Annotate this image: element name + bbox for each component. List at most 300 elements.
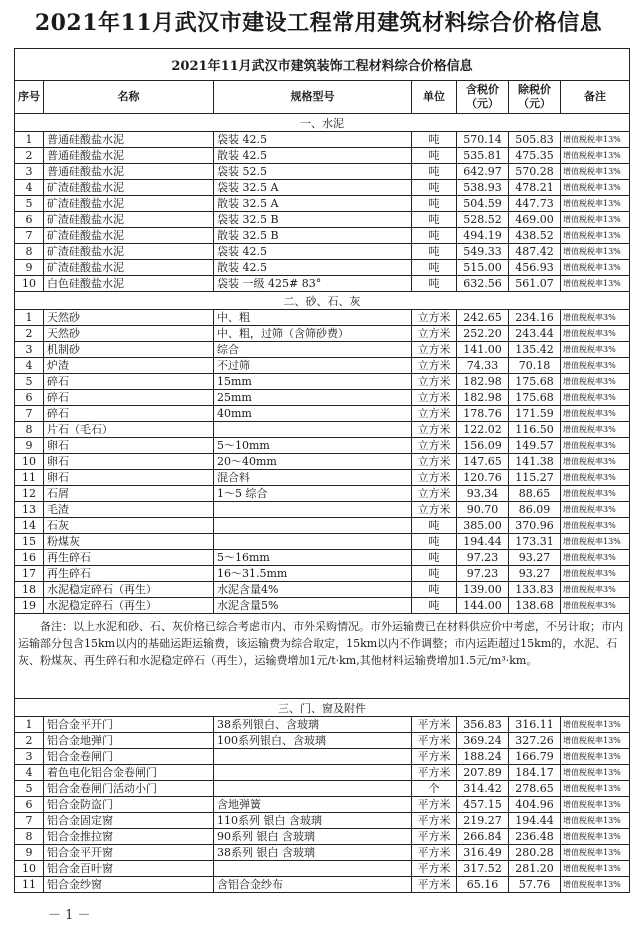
cell-notax-price: 281.20	[509, 861, 561, 877]
cell-tax-price: 156.09	[457, 438, 509, 454]
cell-name: 粉煤灰	[44, 534, 214, 550]
cell-name: 普通硅酸盐水泥	[44, 148, 214, 164]
cell-name: 再生碎石	[44, 550, 214, 566]
cell-seq: 17	[15, 566, 44, 582]
cell-name: 铝合金防盗门	[44, 797, 214, 813]
cell-name: 着色电化铝合金卷闸门	[44, 765, 214, 781]
cell-unit: 立方米	[412, 326, 457, 342]
cell-tax-price: 528.52	[457, 212, 509, 228]
remark-text: 备注：以上水泥和砂、石、灰价格已综合考虑市内、市外采购情况。市外运输费已在材料供应价中考虑，不另计取；市内运输部分包含15km以内的基础运距运输费，该运输费为综合取定，15km以内不作调整；市内运距超过15km的，水泥、石灰、粉煤灰、再生碎石和水泥稳定碎石（再生），运输费增加1元/t·km,其他材料运输费增加1.5元/m³·km。	[15, 614, 630, 699]
cell-tax-price: 316.49	[457, 845, 509, 861]
cell-tax-price: 147.65	[457, 454, 509, 470]
cell-notax-price: 487.42	[509, 244, 561, 260]
cell-note: 增值税税率13%	[561, 797, 630, 813]
cell-name: 碎石	[44, 390, 214, 406]
cell-notax-price: 57.76	[509, 877, 561, 893]
cell-seq: 15	[15, 534, 44, 550]
cell-unit: 平方米	[412, 861, 457, 877]
cell-notax-price: 175.68	[509, 390, 561, 406]
cell-name: 矿渣硅酸盐水泥	[44, 196, 214, 212]
cell-unit: 立方米	[412, 438, 457, 454]
cell-spec	[214, 518, 412, 534]
cell-unit: 吨	[412, 260, 457, 276]
cell-name: 卵石	[44, 470, 214, 486]
cell-unit: 吨	[412, 244, 457, 260]
cell-seq: 13	[15, 502, 44, 518]
cell-name: 片石（毛石）	[44, 422, 214, 438]
cell-name: 机制砂	[44, 342, 214, 358]
cell-name: 铝合金平开窗	[44, 845, 214, 861]
cell-note: 增值税税率13%	[561, 829, 630, 845]
cell-tax-price: 266.84	[457, 829, 509, 845]
table-row	[15, 502, 630, 518]
cell-spec: 25mm	[214, 390, 412, 406]
cell-unit: 立方米	[412, 454, 457, 470]
cell-tax-price: 356.83	[457, 717, 509, 733]
cell-name: 铝合金固定窗	[44, 813, 214, 829]
cell-name: 铝合金卷闸门活动小门	[44, 781, 214, 797]
section-header-row	[15, 699, 630, 717]
cell-seq: 7	[15, 228, 44, 244]
cell-seq: 6	[15, 797, 44, 813]
table-row	[15, 164, 630, 180]
cell-name: 铝合金卷闸门	[44, 749, 214, 765]
cell-note: 增值税税率3%	[561, 598, 630, 614]
cell-unit: 平方米	[412, 813, 457, 829]
table-row	[15, 717, 630, 733]
cell-tax-price: 219.27	[457, 813, 509, 829]
cell-notax-price: 88.65	[509, 486, 561, 502]
cell-name: 铝合金地弹门	[44, 733, 214, 749]
header-row	[15, 81, 630, 114]
cell-unit: 平方米	[412, 877, 457, 893]
cell-unit: 立方米	[412, 374, 457, 390]
cell-notax-price: 447.73	[509, 196, 561, 212]
cell-name: 天然砂	[44, 326, 214, 342]
header-spec: 规格型号	[214, 81, 412, 114]
table-row	[15, 845, 630, 861]
cell-spec: 含地弹簧	[214, 797, 412, 813]
cell-unit: 吨	[412, 180, 457, 196]
cell-spec	[214, 861, 412, 877]
cell-unit: 吨	[412, 598, 457, 614]
table-row	[15, 422, 630, 438]
cell-spec	[214, 749, 412, 765]
cell-tax-price: 494.19	[457, 228, 509, 244]
cell-notax-price: 327.26	[509, 733, 561, 749]
cell-tax-price: 457.15	[457, 797, 509, 813]
cell-seq: 3	[15, 749, 44, 765]
cell-notax-price: 115.27	[509, 470, 561, 486]
cell-unit: 平方米	[412, 797, 457, 813]
table-row	[15, 390, 630, 406]
cell-unit: 吨	[412, 132, 457, 148]
cell-seq: 1	[15, 310, 44, 326]
table-row	[15, 877, 630, 893]
cell-tax-price: 642.97	[457, 164, 509, 180]
cell-notax-price: 171.59	[509, 406, 561, 422]
cell-name: 普通硅酸盐水泥	[44, 132, 214, 148]
cell-notax-price: 438.52	[509, 228, 561, 244]
cell-name: 天然砂	[44, 310, 214, 326]
table-row	[15, 550, 630, 566]
cell-tax-price: 65.16	[457, 877, 509, 893]
cell-tax-price: 178.76	[457, 406, 509, 422]
table-row	[15, 132, 630, 148]
cell-unit: 吨	[412, 550, 457, 566]
cell-notax-price: 184.17	[509, 765, 561, 781]
cell-tax-price: 97.23	[457, 550, 509, 566]
cell-note: 增值税税率13%	[561, 813, 630, 829]
cell-seq: 5	[15, 196, 44, 212]
cell-tax-price: 141.00	[457, 342, 509, 358]
cell-name: 卵石	[44, 438, 214, 454]
cell-spec	[214, 422, 412, 438]
cell-spec: 中、粗	[214, 310, 412, 326]
cell-unit: 平方米	[412, 749, 457, 765]
cell-spec: 综合	[214, 342, 412, 358]
cell-note: 增值税税率13%	[561, 781, 630, 797]
cell-spec: 散装 42.5	[214, 148, 412, 164]
cell-spec: 袋装 42.5	[214, 244, 412, 260]
table-row	[15, 518, 630, 534]
cell-spec: 散装 32.5 A	[214, 196, 412, 212]
header-unit: 单位	[412, 81, 457, 114]
table-row	[15, 534, 630, 550]
cell-unit: 平方米	[412, 765, 457, 781]
table-row	[15, 749, 630, 765]
cell-unit: 立方米	[412, 358, 457, 374]
cell-notax-price: 138.68	[509, 598, 561, 614]
cell-notax-price: 194.44	[509, 813, 561, 829]
cell-name: 铝合金平开门	[44, 717, 214, 733]
cell-spec: 90系列 银白 含玻璃	[214, 829, 412, 845]
table-row	[15, 406, 630, 422]
cell-name: 矿渣硅酸盐水泥	[44, 180, 214, 196]
cell-note: 增值税税率13%	[561, 132, 630, 148]
cell-note: 增值税税率13%	[561, 180, 630, 196]
cell-seq: 8	[15, 422, 44, 438]
cell-name: 普通硅酸盐水泥	[44, 164, 214, 180]
header-note: 备注	[561, 81, 630, 114]
cell-unit: 吨	[412, 518, 457, 534]
cell-spec	[214, 534, 412, 550]
cell-notax-price: 478.21	[509, 180, 561, 196]
cell-spec: 16～31.5mm	[214, 566, 412, 582]
cell-spec: 38系列 银白 含玻璃	[214, 845, 412, 861]
cell-name: 炉渣	[44, 358, 214, 374]
cell-name: 铝合金纱窗	[44, 877, 214, 893]
cell-tax-price: 139.00	[457, 582, 509, 598]
cell-unit: 吨	[412, 534, 457, 550]
cell-tax-price: 93.34	[457, 486, 509, 502]
cell-note: 增值税税率13%	[561, 877, 630, 893]
section-title: 一、水泥	[15, 114, 630, 132]
cell-tax-price: 570.14	[457, 132, 509, 148]
cell-seq: 5	[15, 781, 44, 797]
table-row	[15, 470, 630, 486]
cell-seq: 1	[15, 132, 44, 148]
cell-spec: 5～16mm	[214, 550, 412, 566]
cell-tax-price: 194.44	[457, 534, 509, 550]
cell-note: 增值税税率3%	[561, 566, 630, 582]
table-row	[15, 797, 630, 813]
cell-tax-price: 385.00	[457, 518, 509, 534]
cell-seq: 6	[15, 212, 44, 228]
cell-unit: 立方米	[412, 502, 457, 518]
cell-note: 增值税税率3%	[561, 486, 630, 502]
table-row	[15, 212, 630, 228]
cell-spec	[214, 765, 412, 781]
cell-name: 白色硅酸盐水泥	[44, 276, 214, 292]
table-row	[15, 781, 630, 797]
remark-row	[15, 614, 630, 699]
cell-notax-price: 505.83	[509, 132, 561, 148]
cell-tax-price: 369.24	[457, 733, 509, 749]
cell-notax-price: 234.16	[509, 310, 561, 326]
cell-note: 增值税税率13%	[561, 228, 630, 244]
cell-note: 增值税税率3%	[561, 326, 630, 342]
table-row	[15, 454, 630, 470]
cell-note: 增值税税率13%	[561, 276, 630, 292]
cell-spec: 袋装 32.5 B	[214, 212, 412, 228]
cell-notax-price: 456.93	[509, 260, 561, 276]
section-title: 二、砂、石、灰	[15, 292, 630, 310]
table-row	[15, 566, 630, 582]
cell-spec	[214, 502, 412, 518]
cell-note: 增值税税率13%	[561, 260, 630, 276]
table-row	[15, 598, 630, 614]
cell-seq: 10	[15, 276, 44, 292]
cell-notax-price: 236.48	[509, 829, 561, 845]
cell-note: 增值税税率3%	[561, 342, 630, 358]
cell-notax-price: 141.38	[509, 454, 561, 470]
cell-seq: 19	[15, 598, 44, 614]
cell-seq: 2	[15, 148, 44, 164]
cell-seq: 11	[15, 470, 44, 486]
cell-seq: 12	[15, 486, 44, 502]
header-seq: 序号	[15, 81, 44, 114]
cell-tax-price: 314.42	[457, 781, 509, 797]
cell-note: 增值税税率13%	[561, 845, 630, 861]
cell-name: 铝合金百叶窗	[44, 861, 214, 877]
table-row	[15, 310, 630, 326]
cell-seq: 4	[15, 180, 44, 196]
cell-tax-price: 242.65	[457, 310, 509, 326]
cell-notax-price: 370.96	[509, 518, 561, 534]
cell-seq: 7	[15, 813, 44, 829]
cell-note: 增值税税率3%	[561, 438, 630, 454]
cell-note: 增值税税率3%	[561, 310, 630, 326]
cell-unit: 平方米	[412, 733, 457, 749]
table-row	[15, 861, 630, 877]
cell-unit: 平方米	[412, 845, 457, 861]
cell-notax-price: 278.65	[509, 781, 561, 797]
table-row	[15, 260, 630, 276]
table-row	[15, 813, 630, 829]
cell-note: 增值税税率3%	[561, 550, 630, 566]
cell-unit: 吨	[412, 276, 457, 292]
cell-unit: 平方米	[412, 717, 457, 733]
cell-note: 增值税税率13%	[561, 717, 630, 733]
cell-spec: 20～40mm	[214, 454, 412, 470]
cell-seq: 9	[15, 260, 44, 276]
cell-notax-price: 570.28	[509, 164, 561, 180]
cell-tax-price: 317.52	[457, 861, 509, 877]
table-row	[15, 342, 630, 358]
cell-tax-price: 188.24	[457, 749, 509, 765]
cell-seq: 9	[15, 845, 44, 861]
cell-tax-price: 252.20	[457, 326, 509, 342]
cell-notax-price: 469.00	[509, 212, 561, 228]
cell-seq: 8	[15, 244, 44, 260]
cell-name: 水泥稳定碎石（再生）	[44, 582, 214, 598]
cell-unit: 立方米	[412, 310, 457, 326]
cell-tax-price: 144.00	[457, 598, 509, 614]
table-row	[15, 228, 630, 244]
cell-spec: 中、粗，过筛（含筛砂费）	[214, 326, 412, 342]
cell-unit: 吨	[412, 164, 457, 180]
cell-name: 水泥稳定碎石（再生）	[44, 598, 214, 614]
cell-spec: 38系列银白、含玻璃	[214, 717, 412, 733]
cell-unit: 平方米	[412, 829, 457, 845]
cell-unit: 立方米	[412, 342, 457, 358]
cell-note: 增值税税率13%	[561, 164, 630, 180]
cell-note: 增值税税率13%	[561, 861, 630, 877]
cell-notax-price: 561.07	[509, 276, 561, 292]
cell-spec: 110系列 银白 含玻璃	[214, 813, 412, 829]
cell-tax-price: 120.76	[457, 470, 509, 486]
cell-seq: 5	[15, 374, 44, 390]
cell-note: 增值税税率13%	[561, 244, 630, 260]
cell-note: 增值税税率13%	[561, 765, 630, 781]
cell-unit: 立方米	[412, 422, 457, 438]
cell-spec: 100系列银白、含玻璃	[214, 733, 412, 749]
cell-note: 增值税税率13%	[561, 148, 630, 164]
header-tax-price: 含税价（元）	[457, 81, 509, 114]
cell-seq: 8	[15, 829, 44, 845]
cell-notax-price: 70.18	[509, 358, 561, 374]
cell-tax-price: 207.89	[457, 765, 509, 781]
cell-spec: 散装 32.5 B	[214, 228, 412, 244]
cell-spec: 袋装 32.5 A	[214, 180, 412, 196]
cell-spec: 1～5 综合	[214, 486, 412, 502]
header-notax-price: 除税价（元）	[509, 81, 561, 114]
cell-name: 卵石	[44, 454, 214, 470]
cell-seq: 14	[15, 518, 44, 534]
section-header-row	[15, 292, 630, 310]
cell-unit: 吨	[412, 196, 457, 212]
table-row	[15, 438, 630, 454]
table-row	[15, 733, 630, 749]
table-row	[15, 196, 630, 212]
cell-notax-price: 404.96	[509, 797, 561, 813]
cell-unit: 吨	[412, 566, 457, 582]
cell-notax-price: 280.28	[509, 845, 561, 861]
cell-name: 矿渣硅酸盐水泥	[44, 260, 214, 276]
cell-unit: 吨	[412, 148, 457, 164]
table-row	[15, 374, 630, 390]
cell-notax-price: 243.44	[509, 326, 561, 342]
cell-seq: 11	[15, 877, 44, 893]
header-name: 名称	[44, 81, 214, 114]
cell-name: 碎石	[44, 406, 214, 422]
price-table	[14, 48, 630, 893]
cell-seq: 3	[15, 342, 44, 358]
cell-tax-price: 515.00	[457, 260, 509, 276]
cell-note: 增值税税率13%	[561, 212, 630, 228]
cell-spec: 水泥含量5%	[214, 598, 412, 614]
cell-unit: 立方米	[412, 406, 457, 422]
cell-notax-price: 116.50	[509, 422, 561, 438]
cell-note: 增值税税率3%	[561, 470, 630, 486]
cell-seq: 4	[15, 358, 44, 374]
cell-spec: 15mm	[214, 374, 412, 390]
cell-seq: 10	[15, 861, 44, 877]
section-title: 三、门、窗及附件	[15, 699, 630, 717]
cell-tax-price: 632.56	[457, 276, 509, 292]
cell-notax-price: 93.27	[509, 550, 561, 566]
cell-spec: 袋装 一级 425# 83°	[214, 276, 412, 292]
cell-unit: 立方米	[412, 390, 457, 406]
cell-note: 增值税税率3%	[561, 422, 630, 438]
table-row	[15, 244, 630, 260]
cell-seq: 18	[15, 582, 44, 598]
cell-seq: 2	[15, 326, 44, 342]
cell-spec: 5～10mm	[214, 438, 412, 454]
table-row	[15, 148, 630, 164]
cell-name: 铝合金推拉窗	[44, 829, 214, 845]
cell-spec: 不过筛	[214, 358, 412, 374]
cell-notax-price: 86.09	[509, 502, 561, 518]
table-row	[15, 180, 630, 196]
cell-tax-price: 549.33	[457, 244, 509, 260]
cell-name: 毛渣	[44, 502, 214, 518]
cell-notax-price: 316.11	[509, 717, 561, 733]
cell-spec: 袋装 42.5	[214, 132, 412, 148]
table-row	[15, 829, 630, 845]
cell-note: 增值税税率3%	[561, 358, 630, 374]
cell-note: 增值税税率3%	[561, 502, 630, 518]
cell-notax-price: 135.42	[509, 342, 561, 358]
table-row	[15, 582, 630, 598]
cell-spec: 40mm	[214, 406, 412, 422]
table-row	[15, 276, 630, 292]
cell-note: 增值税税率3%	[561, 390, 630, 406]
cell-note: 增值税税率3%	[561, 518, 630, 534]
cell-name: 矿渣硅酸盐水泥	[44, 212, 214, 228]
cell-notax-price: 93.27	[509, 566, 561, 582]
cell-unit: 个	[412, 781, 457, 797]
cell-tax-price: 74.33	[457, 358, 509, 374]
cell-seq: 2	[15, 733, 44, 749]
table-row	[15, 765, 630, 781]
table-caption: 2021年11月武汉市建筑装饰工程材料综合价格信息	[15, 49, 630, 81]
cell-tax-price: 504.59	[457, 196, 509, 212]
cell-unit: 立方米	[412, 470, 457, 486]
cell-spec: 水泥含量4%	[214, 582, 412, 598]
cell-spec: 混合料	[214, 470, 412, 486]
cell-tax-price: 182.98	[457, 374, 509, 390]
cell-notax-price: 173.31	[509, 534, 561, 550]
cell-note: 增值税税率13%	[561, 196, 630, 212]
cell-name: 矿渣硅酸盐水泥	[44, 228, 214, 244]
cell-unit: 吨	[412, 212, 457, 228]
cell-note: 增值税税率3%	[561, 582, 630, 598]
cell-note: 增值税税率3%	[561, 374, 630, 390]
cell-name: 石灰	[44, 518, 214, 534]
cell-spec: 袋装 52.5	[214, 164, 412, 180]
